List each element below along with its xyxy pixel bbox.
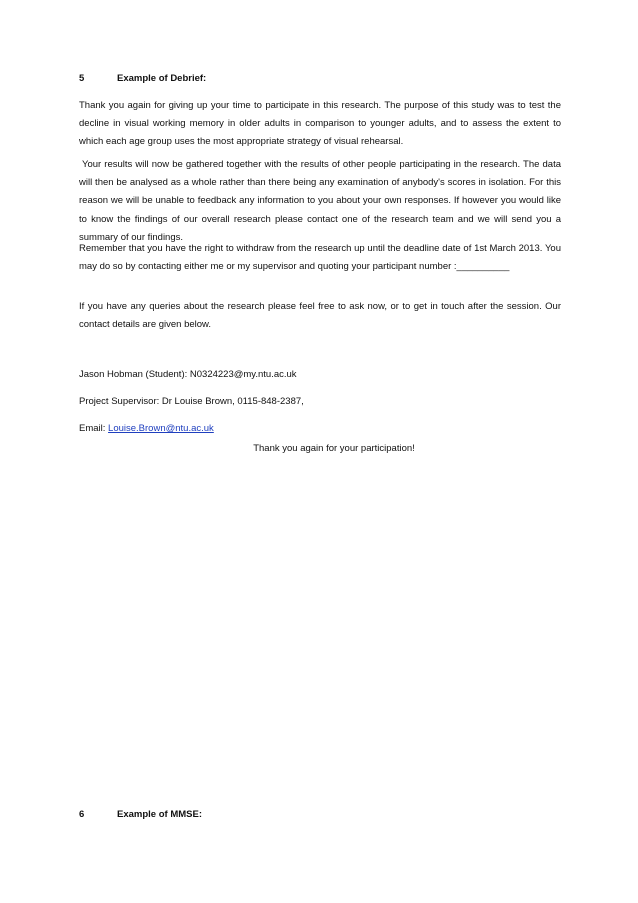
paragraph-text: If you have any queries about the research please feel free to ask now, or to get in touch after the session. Our contact details are given below. [79,301,561,331]
email-label: Email: [79,423,109,434]
section-6-title: Example of MMSE: [117,809,202,820]
section-5-heading [79,73,206,84]
section-5-title: Example of Debrief: [117,73,207,84]
email-line [79,423,214,434]
paragraph-text: Thank you again for giving up your time to participate in this research. The purpose of this study was to test the decline in visual working memory in older adults in comparison to younger adults, and to assess the extent to which each age group uses the most appropriate strategy of visual rehearsal. [79,100,561,148]
supervisor-contact: Project Supervisor: Dr Louise Brown, 0115-848-2387, [79,396,304,407]
debrief-paragraph-4 [79,298,561,334]
debrief-paragraph-3 [79,240,561,276]
section-6-number: 6 [79,809,85,820]
student-contact: Jason Hobman (Student): N0324223@my.ntu.ac.uk [79,369,297,380]
section-5-number: 5 [79,73,85,84]
section-6-heading [79,809,202,820]
paragraph-text: Your results will now be gathered together with the results of other people participating in the research. The data will then be analysed as a whole rather than there being any examination of anybody's scores in isolation. For this reason we will be unable to feedback any information to you about your own responses. If however you would like to know the findings of our overall research please contact one of the research team and we will send you a summary of our findings. [79,159,561,243]
debrief-paragraph-2 [79,156,561,247]
paragraph-text: Remember that you have the right to withdraw from the research up until the deadline date of 1st March 2013. You may do so by contacting either me or my supervisor and quoting your participant number :__________ [79,243,561,273]
supervisor-email-link[interactable]: Louise.Brown@ntu.ac.uk [108,423,214,434]
closing-thanks: Thank you again for your participation! [253,443,415,454]
debrief-paragraph-1 [79,97,561,152]
